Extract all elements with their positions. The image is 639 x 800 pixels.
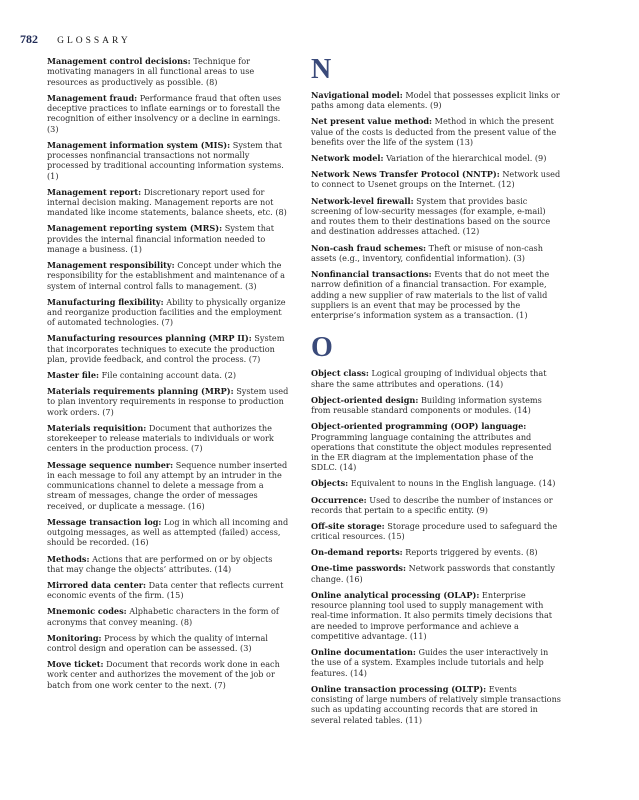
glossary-term: Net present value method: xyxy=(311,116,433,127)
glossary-term: On-demand reports: xyxy=(311,547,403,558)
glossary-definition: Performance fraud that often uses deceptive practices to inflate earnings or to forestall the recognition of either insolvency or a decline in earnings. (3) xyxy=(47,92,282,134)
glossary-definition: System that processes nonfinancial transactions not normally processed by traditional accounting information systems. (1) xyxy=(47,139,284,181)
glossary-definition: File containing account data. (2) xyxy=(101,370,237,381)
glossary-definition: System that provides the internal financial information needed to manage a business. (1) xyxy=(47,223,275,254)
glossary-definition: Document that records work done in each work center and authorizes the movement of the job or batch from one work center to the next. (7) xyxy=(47,659,280,690)
glossary-entry xyxy=(47,370,289,380)
glossary-entry xyxy=(47,56,289,87)
glossary-term: Occurrence: xyxy=(311,494,367,505)
glossary-term: Network News Transfer Protocol (NNTP): xyxy=(311,169,500,180)
glossary-entry xyxy=(47,606,289,627)
glossary-definition: Variation of the hierarchical model. (9) xyxy=(386,153,547,164)
glossary-definition: Network used to connect to Usenet groups on the Internet. (12) xyxy=(311,169,561,190)
right-column xyxy=(311,56,561,731)
glossary-term: Monitoring: xyxy=(47,632,102,643)
glossary-entry xyxy=(311,395,561,416)
glossary-term: Management fraud: xyxy=(47,92,138,103)
glossary-definition: Data center that reflects current economic events of the firm. (15) xyxy=(47,579,284,601)
glossary-term: Management reporting system (MRS): xyxy=(47,223,223,234)
glossary-entry xyxy=(311,153,561,163)
glossary-definition: Programming language containing the attributes and operations that constitute the object modules represented in the ER diagram at the implementation phase of the SDLC. (14) xyxy=(311,431,552,473)
glossary-entry xyxy=(47,580,289,601)
glossary-definition: Actions that are performed on or by objects that may change the objects’ attributes. (14) xyxy=(47,553,273,574)
glossary-definition: Reports triggered by events. (8) xyxy=(405,547,538,558)
glossary-definition: Equivalent to nouns in the English language. (14) xyxy=(350,478,556,489)
glossary-term: Navigational model: xyxy=(311,90,403,100)
glossary-term: Object-oriented programming (OOP) language: xyxy=(311,421,527,432)
glossary-term: Mirrored data center: xyxy=(47,579,147,590)
glossary-term: Message transaction log: xyxy=(47,516,162,527)
glossary-definition: Sequence number inserted in each message to foil any attempt by an intruder in the communications channel to delete a message from a stream of messages, change the order of messages received, or duplicate a message. (16) xyxy=(47,459,288,511)
glossary-entry xyxy=(311,243,561,264)
glossary-term: Materials requirements planning (MRP): xyxy=(47,386,234,397)
glossary-term: Materials requisition: xyxy=(47,422,147,433)
glossary-term: Object-oriented design: xyxy=(311,394,419,405)
glossary-term: Management information system (MIS): xyxy=(47,139,231,150)
glossary-definition: Building information systems from reusable standard components or modules. (14) xyxy=(311,394,542,416)
section-letter-n: N xyxy=(311,54,332,85)
glossary-entry xyxy=(311,647,561,678)
section-n-entries xyxy=(311,90,561,320)
glossary-term: Move ticket: xyxy=(47,659,104,670)
glossary-definition: Events that do not meet the narrow definition of a financial transaction. For example, adding a new supplier of raw materials to the list of valid suppliers is an event that may be processed by the enterprise’s information system as a transaction. (1) xyxy=(311,268,550,321)
glossary-definition: Guides the user interactively in the use of a system. Examples include tutorials and help features. (14) xyxy=(311,647,549,678)
glossary-definition: Enterprise resource planning tool used to supply management with real-time information. It also permits timely decisions that are needed to improve performance and achieve a competitive advantage. (11) xyxy=(311,589,553,642)
glossary-definition: Technique for motivating managers in all functional areas to use resources as productively as possible. (8) xyxy=(47,56,255,87)
glossary-term: Nonfinancial transactions: xyxy=(311,268,432,279)
glossary-entry xyxy=(47,260,289,291)
section-o-entries xyxy=(311,368,561,725)
glossary-entry xyxy=(47,223,289,254)
glossary-entry xyxy=(47,386,289,417)
glossary-entry xyxy=(311,169,561,190)
glossary-entry xyxy=(47,517,289,548)
glossary-term: Network model: xyxy=(311,153,384,164)
glossary-term: One-time passwords: xyxy=(311,563,407,574)
glossary-term: Object class: xyxy=(311,368,369,379)
glossary-term: Master file: xyxy=(47,370,100,381)
glossary-term: Online transaction processing (OLTP): xyxy=(311,683,487,694)
glossary-entry xyxy=(311,547,561,557)
glossary-entry xyxy=(311,495,561,516)
glossary-term: Off-site storage: xyxy=(311,520,385,531)
glossary-term: Objects: xyxy=(311,478,349,489)
glossary-entry xyxy=(311,478,561,488)
glossary-entry xyxy=(311,90,561,111)
glossary-term: Online documentation: xyxy=(311,647,416,658)
glossary-definition: Used to describe the number of instances or records that pertain to a specific entity. (9) xyxy=(311,494,553,515)
glossary-definition: Alphabetic characters in the form of acronyms that convey meaning. (8) xyxy=(47,606,279,627)
glossary-definition: System that provides basic screening of low-security messages (for example, e-mail) and routes them to their destinations based on the source and destination addresses attached. (12) xyxy=(311,195,551,237)
glossary-definition: Logical grouping of individual objects that share the same attributes and operations. (14) xyxy=(311,368,547,389)
glossary-entry xyxy=(311,521,561,542)
glossary-entry xyxy=(47,333,289,364)
glossary-definition: System that incorporates techniques to execute the production plan, provide feedback, and control the process. (7) xyxy=(47,333,285,364)
glossary-term: Management responsibility: xyxy=(47,260,175,271)
section-letter-o: O xyxy=(311,332,333,364)
glossary-term: Manufacturing flexibility: xyxy=(47,296,164,307)
glossary-entry xyxy=(311,368,561,389)
glossary-entry xyxy=(47,297,289,328)
glossary-entry xyxy=(311,269,561,320)
glossary-definition: Document that authorizes the storekeeper to release materials to individuals or work centers in the production process. (7) xyxy=(47,422,274,454)
glossary-definition: System used to plan inventory requirements in response to production work orders. (7) xyxy=(47,386,289,417)
glossary-term: Methods: xyxy=(47,553,90,564)
glossary-term: Network-level firewall: xyxy=(311,195,414,206)
glossary-term: Message sequence number: xyxy=(47,459,174,470)
glossary-entry xyxy=(47,93,289,134)
page-header xyxy=(20,28,131,46)
glossary-entry xyxy=(47,423,289,454)
glossary-definition: Concept under which the responsibility for the establishment and maintenance of a system of internal control falls to management. (3) xyxy=(47,260,286,291)
glossary-definition: Ability to physically organize and reorganize production facilities and the employment of automated technologies. (7) xyxy=(47,296,286,328)
glossary-definition: Network passwords that constantly change. (16) xyxy=(311,563,555,584)
glossary-entry xyxy=(311,116,561,147)
glossary-term: Online analytical processing (OLAP): xyxy=(311,589,480,600)
glossary-term: Non-cash fraud schemes: xyxy=(311,242,427,253)
glossary-definition: Log in which all incoming and outgoing messages, as well as attempted (failed) access, should be recorded. (16) xyxy=(47,516,289,548)
glossary-definition: Events consisting of large numbers of relatively simple transactions such as updating accounting records that are stored in several related tables. (11) xyxy=(311,683,561,725)
glossary-term: Mnemonic codes: xyxy=(47,606,127,617)
glossary-entry xyxy=(47,460,289,511)
glossary-term: Management report: xyxy=(47,186,142,197)
glossary-entry xyxy=(47,554,289,575)
glossary-term: Manufacturing resources planning (MRP II): xyxy=(47,333,252,344)
page-number: 782 xyxy=(20,32,38,46)
glossary-entry xyxy=(311,590,561,641)
glossary-entry xyxy=(311,196,561,237)
glossary-definition: Process by which the quality of internal control design and operation can be assessed. (3) xyxy=(47,632,268,653)
glossary-entry xyxy=(47,140,289,181)
glossary-definition: Storage procedure used to safeguard the critical resources. (15) xyxy=(311,520,558,542)
glossary-entry xyxy=(311,684,561,725)
glossary-term: Management control decisions: xyxy=(47,56,191,66)
glossary-entry xyxy=(47,659,289,690)
glossary-entry xyxy=(47,187,289,218)
glossary-definition: Method in which the present value of the costs is deducted from the present value of the benefits over the life of the system (13) xyxy=(311,116,557,147)
glossary-entry xyxy=(47,633,289,654)
glossary-definition: Model that possesses explicit links or paths among data elements. (9) xyxy=(311,90,560,111)
running-title: GLOSSARY xyxy=(57,36,131,46)
glossary-entry xyxy=(311,421,561,472)
glossary-entry xyxy=(311,563,561,584)
glossary-definition: Theft or misuse of non-cash assets (e.g., inventory, confidential information). (3) xyxy=(311,242,543,263)
left-column xyxy=(47,56,289,696)
glossary-definition: Discretionary report used for internal decision making. Management reports are not mandated like income statements, balance sheets, etc. (8) xyxy=(47,186,287,218)
